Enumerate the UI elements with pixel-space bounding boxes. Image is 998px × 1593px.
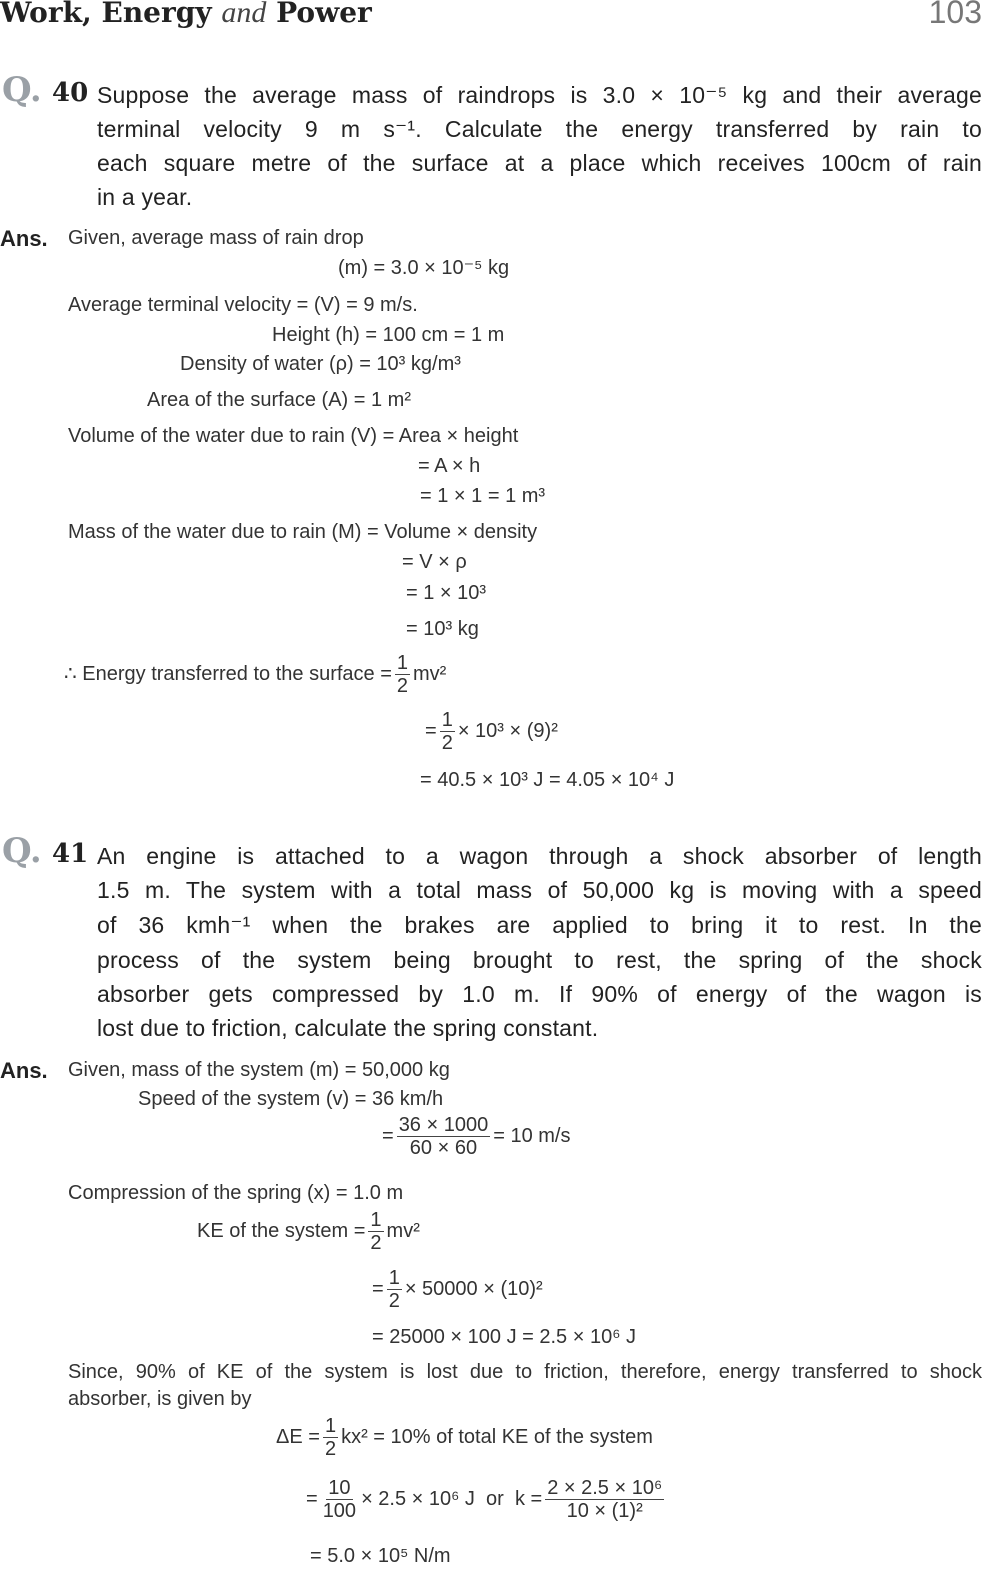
- answer-line: Given, mass of the system (m) = 50,000 kg: [68, 1059, 450, 1081]
- answer-line: = 25000 × 100 J = 2.5 × 10⁶ J: [372, 1326, 636, 1348]
- eq-text: ΔE =: [276, 1425, 320, 1448]
- eq-text: KE of the system =: [197, 1219, 366, 1242]
- answer-line: (m) = 3.0 × 10⁻⁵ kg: [338, 257, 510, 279]
- answer-line: Mass of the water due to rain (M) = Volume × density: [68, 521, 538, 543]
- question-line: process of the system being brought to rest, the spring of the shock: [97, 947, 982, 973]
- numerator: 1: [396, 652, 409, 674]
- question-number: 40: [52, 78, 89, 108]
- answer-line: Volume of the water due to rain (V) = Area × height: [68, 425, 519, 447]
- eq-text: mv²: [413, 662, 447, 685]
- page-number: 103: [928, 0, 982, 30]
- denominator: 2: [324, 1438, 337, 1460]
- question-line: absorber gets compressed by 1.0 m. If 90% of energy of the wagon is: [97, 981, 982, 1007]
- title-part: Power: [266, 0, 372, 29]
- answer-line: = 1 × 1 = 1 m³: [420, 485, 546, 507]
- answer-line: Height (h) = 100 cm = 1 m: [272, 324, 505, 346]
- equation-line: [276, 1415, 653, 1460]
- answer-label: Ans.: [0, 226, 48, 251]
- fraction: [395, 652, 410, 697]
- denominator: 60 × 60: [409, 1137, 478, 1159]
- answer-line: = 10³ kg: [406, 618, 479, 640]
- fraction: [321, 1477, 358, 1522]
- answer-line: Area of the surface (A) = 1 m²: [147, 389, 411, 411]
- eq-text: ∴ Energy transferred to the surface =: [64, 662, 392, 685]
- question-line: of 36 kmh⁻¹ when the brakes are applied to bring it to rest. In the: [97, 912, 982, 938]
- eq-text: kx² = 10% of total KE of the system: [341, 1425, 653, 1448]
- eq-text: =: [372, 1277, 384, 1300]
- answer-label: Ans.: [0, 1058, 48, 1083]
- denominator: 2: [396, 675, 409, 697]
- equation-line: [197, 1209, 420, 1254]
- answer-line: Compression of the spring (x) = 1.0 m: [68, 1182, 404, 1204]
- answer-line: = A × h: [418, 455, 481, 477]
- question-label: Q.: [2, 70, 42, 110]
- numerator: 1: [370, 1209, 382, 1231]
- answer-line: = 40.5 × 10³ J = 4.05 × 10⁴ J: [420, 769, 675, 791]
- numerator: 1: [324, 1415, 337, 1437]
- question-line: in a year.: [97, 184, 193, 210]
- equation-line: [64, 652, 446, 697]
- question-line: 1.5 m. The system with a total mass of 50,000 kg is moving with a speed: [97, 877, 982, 903]
- question-line: each square metre of the surface at a place which receives 100cm of rain: [97, 150, 982, 176]
- title-italic: and: [221, 0, 267, 29]
- denominator: 2: [441, 732, 453, 754]
- answer-line: Given, average mass of rain drop: [68, 227, 364, 249]
- fraction: [440, 709, 455, 754]
- eq-text: × 10³ × (9)²: [457, 719, 558, 742]
- numerator: 10: [328, 1477, 351, 1499]
- fraction: [387, 1267, 402, 1312]
- question-number: 41: [52, 839, 89, 869]
- answer-line: Since, 90% of KE of the system is lost due to friction, therefore, energy transferred to shock: [68, 1361, 982, 1383]
- answer-line: Density of water (ρ) = 10³ kg/m³: [180, 353, 461, 375]
- answer-line: = 5.0 × 10⁵ N/m: [310, 1545, 451, 1567]
- question-line: lost due to friction, calculate the spring constant.: [97, 1015, 599, 1041]
- answer-line: Average terminal velocity = (V) = 9 m/s.: [68, 294, 418, 316]
- question-line: terminal velocity 9 m s⁻¹. Calculate the energy transferred by rain to: [97, 116, 982, 142]
- denominator: 100: [322, 1500, 357, 1522]
- equation-line: [382, 1114, 570, 1159]
- eq-text: =: [306, 1487, 318, 1510]
- numerator: 2 × 2.5 × 10⁶: [547, 1477, 663, 1499]
- equation-line: [372, 1267, 543, 1312]
- answer-line: Speed of the system (v) = 36 km/h: [138, 1088, 444, 1110]
- equation-line: [306, 1477, 667, 1522]
- equation-line: [425, 709, 558, 754]
- eq-text: mv²: [386, 1219, 420, 1242]
- question-line: An engine is attached to a wagon through a shock absorber of length: [97, 843, 982, 869]
- eq-text: = 10 m/s: [493, 1124, 571, 1147]
- fraction: [368, 1209, 383, 1254]
- numerator: 36 × 1000: [398, 1114, 489, 1136]
- eq-text: × 2.5 × 10⁶ J or k =: [361, 1487, 543, 1510]
- eq-text: × 50000 × (10)²: [404, 1277, 543, 1300]
- numerator: 1: [388, 1267, 400, 1289]
- fraction: [323, 1415, 338, 1460]
- answer-line: = 1 × 10³: [406, 582, 487, 604]
- eq-text: =: [382, 1124, 394, 1147]
- answer-line: absorber, is given by: [68, 1388, 252, 1410]
- fraction: [545, 1477, 664, 1522]
- question-line: Suppose the average mass of raindrops is 3.0 × 10⁻⁵ kg and their average: [97, 82, 982, 108]
- question-label: Q.: [2, 831, 42, 871]
- answer-line: = V × ρ: [402, 551, 467, 573]
- denominator: 10 × (1)²: [566, 1500, 643, 1522]
- title-part: Work, Energy: [0, 0, 222, 29]
- fraction: [397, 1114, 491, 1159]
- chapter-title: [0, 0, 372, 30]
- eq-text: =: [425, 719, 437, 742]
- denominator: 2: [370, 1232, 382, 1254]
- denominator: 2: [388, 1290, 400, 1312]
- numerator: 1: [441, 709, 453, 731]
